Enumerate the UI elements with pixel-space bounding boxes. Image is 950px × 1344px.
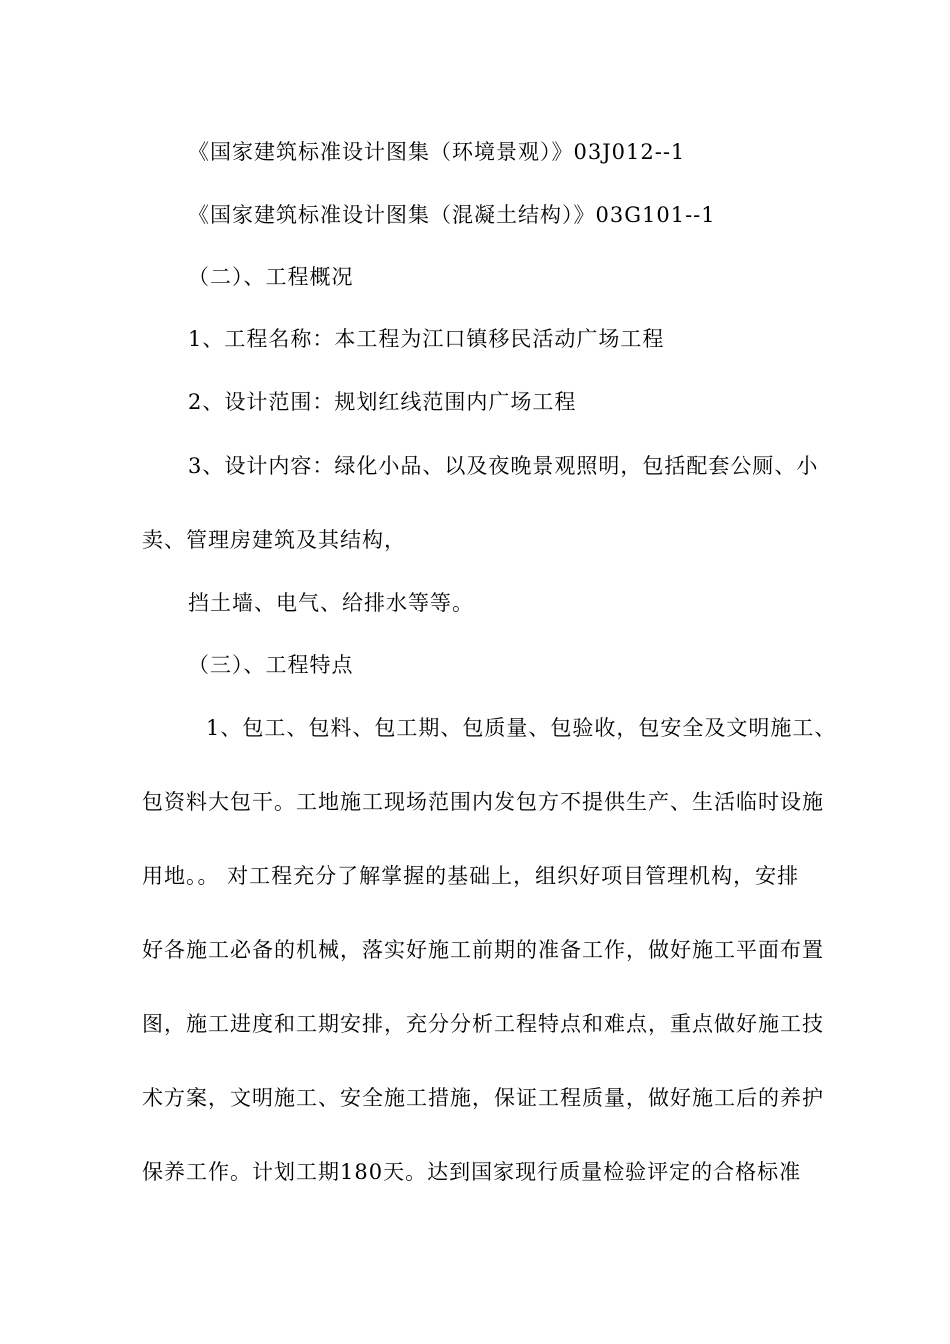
features-paragraph-line-3: 用地。。 对工程充分了解掌握的基础上，组织好项目管理机构，安排 — [142, 864, 800, 888]
section-heading-features: （三）、工程特点 — [188, 653, 354, 677]
design-content-continuation: 卖、管理房建筑及其结构， — [142, 528, 406, 552]
features-paragraph-line-7: 保养工作。计划工期180天。达到国家现行质量检验评定的合格标准 — [142, 1160, 802, 1184]
design-content-line: 3、设计内容：绿化小品、以及夜晚景观照明，包括配套公厕、小 — [188, 454, 819, 478]
section-heading-overview: （二）、工程概况 — [188, 265, 354, 289]
features-paragraph-line-6: 术方案，文明施工、安全施工措施，保证工程质量，做好施工后的养护 — [142, 1086, 824, 1110]
design-content-items: 挡土墙、电气、给排水等等。 — [188, 591, 474, 615]
features-paragraph-line-5: 图，施工进度和工期安排，充分分析工程特点和难点，重点做好施工技 — [142, 1012, 824, 1036]
features-paragraph-line-4: 好各施工必备的机械，落实好施工前期的准备工作，做好施工平面布置 — [142, 938, 824, 962]
standard-reference-landscape: 《国家建筑标准设计图集（环境景观）》03J012--1 — [188, 140, 686, 164]
design-scope-line: 2、设计范围：规划红线范围内广场工程 — [188, 390, 577, 414]
standard-reference-concrete: 《国家建筑标准设计图集（混凝土结构）》03G101--1 — [188, 203, 716, 227]
features-paragraph-line-1: 1、包工、包料、包工期、包质量、包验收，包安全及文明施工、 — [206, 716, 837, 740]
features-paragraph-line-2: 包资料大包干。工地施工现场范围内发包方不提供生产、生活临时设施 — [142, 790, 824, 814]
project-name-line: 1、工程名称：本工程为江口镇移民活动广场工程 — [188, 327, 665, 351]
